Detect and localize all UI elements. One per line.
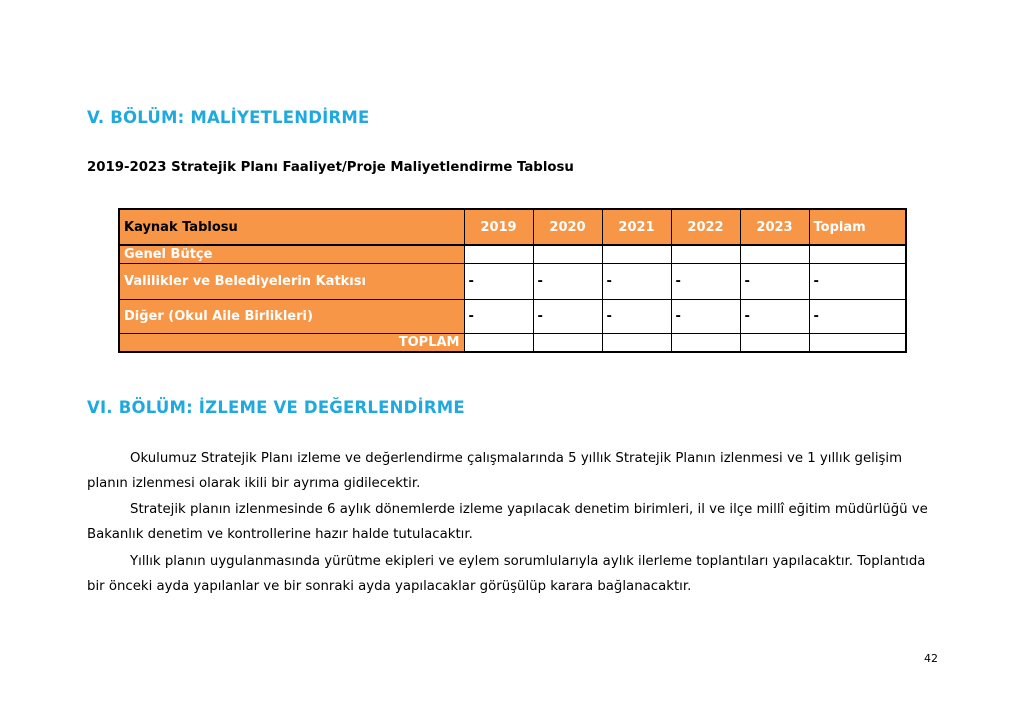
- header-year-2023: 2023: [740, 209, 809, 245]
- table-cell: [671, 334, 740, 353]
- table-cell: [602, 334, 671, 353]
- table-cell: -: [602, 264, 671, 300]
- row-label: Genel Bütçe: [119, 245, 464, 264]
- table-cell: [602, 245, 671, 264]
- table-cell: -: [533, 300, 602, 334]
- table-row-valilikler: [119, 264, 906, 300]
- table-cell: [464, 245, 533, 264]
- table-cell: -: [533, 264, 602, 300]
- header-year-2021: 2021: [602, 209, 671, 245]
- header-year-2019: 2019: [464, 209, 533, 245]
- header-source-label: Kaynak Tablosu: [119, 209, 464, 245]
- row-label: Diğer (Okul Aile Birlikleri): [119, 300, 464, 334]
- table-cell: -: [464, 264, 533, 300]
- table-cell: -: [602, 300, 671, 334]
- header-total: Toplam: [809, 209, 906, 245]
- cost-table-title: 2019-2023 Stratejik Planı Faaliyet/Proje Maliyetlendirme Tablosu: [87, 160, 574, 175]
- header-year-2020: 2020: [533, 209, 602, 245]
- section-5-title: V. BÖLÜM: MALİYETLENDİRME: [87, 108, 370, 127]
- paragraph: Yıllık planın uygulanmasında yürütme ekipleri ve eylem sorumlularıyla aylık ilerleme toplantıları yapılacaktır. Toplantıda bir önceki ayda yapılanlar ve bir sonraki ayda yapılacaklar görüşülüp karara bağlanacaktır.: [87, 554, 926, 594]
- table-cell: [533, 334, 602, 353]
- section-6-title: VI. BÖLÜM: İZLEME VE DEĞERLENDİRME: [87, 398, 465, 417]
- table-cell: -: [671, 300, 740, 334]
- table-cell: [740, 245, 809, 264]
- paragraph: Stratejik planın izlenmesinde 6 aylık dönemlerde izleme yapılacak denetim birimleri, il ve ilçe millî eğitim müdürlüğü ve Bakanlık denetim ve kontrollerine hazır halde tutulacaktır.: [87, 502, 928, 542]
- table-row-diger: [119, 300, 906, 334]
- table-cell: -: [671, 264, 740, 300]
- table-cell: [464, 334, 533, 353]
- table-cell: [533, 245, 602, 264]
- table-row-toplam: [119, 334, 906, 353]
- page-number: 42: [924, 652, 938, 665]
- cost-table: [118, 208, 907, 353]
- table-cell: -: [740, 300, 809, 334]
- header-year-2022: 2022: [671, 209, 740, 245]
- table-cell: -: [464, 300, 533, 334]
- table-cell: -: [740, 264, 809, 300]
- table-cell: [809, 245, 906, 264]
- table-row-genel-butce: [119, 245, 906, 264]
- row-label-total: TOPLAM: [119, 334, 464, 353]
- table-header-row: [119, 209, 906, 245]
- row-label: Valilikler ve Belediyelerin Katkısı: [119, 264, 464, 300]
- table-cell: [809, 334, 906, 353]
- table-cell: -: [809, 264, 906, 300]
- table-cell: -: [809, 300, 906, 334]
- table-cell: [671, 245, 740, 264]
- table-cell: [740, 334, 809, 353]
- paragraph: Okulumuz Stratejik Planı izleme ve değerlendirme çalışmalarında 5 yıllık Stratejik Planın izlenmesi ve 1 yıllık gelişim planın izlenmesi olarak ikili bir ayrıma gidilecektir.: [87, 451, 903, 491]
